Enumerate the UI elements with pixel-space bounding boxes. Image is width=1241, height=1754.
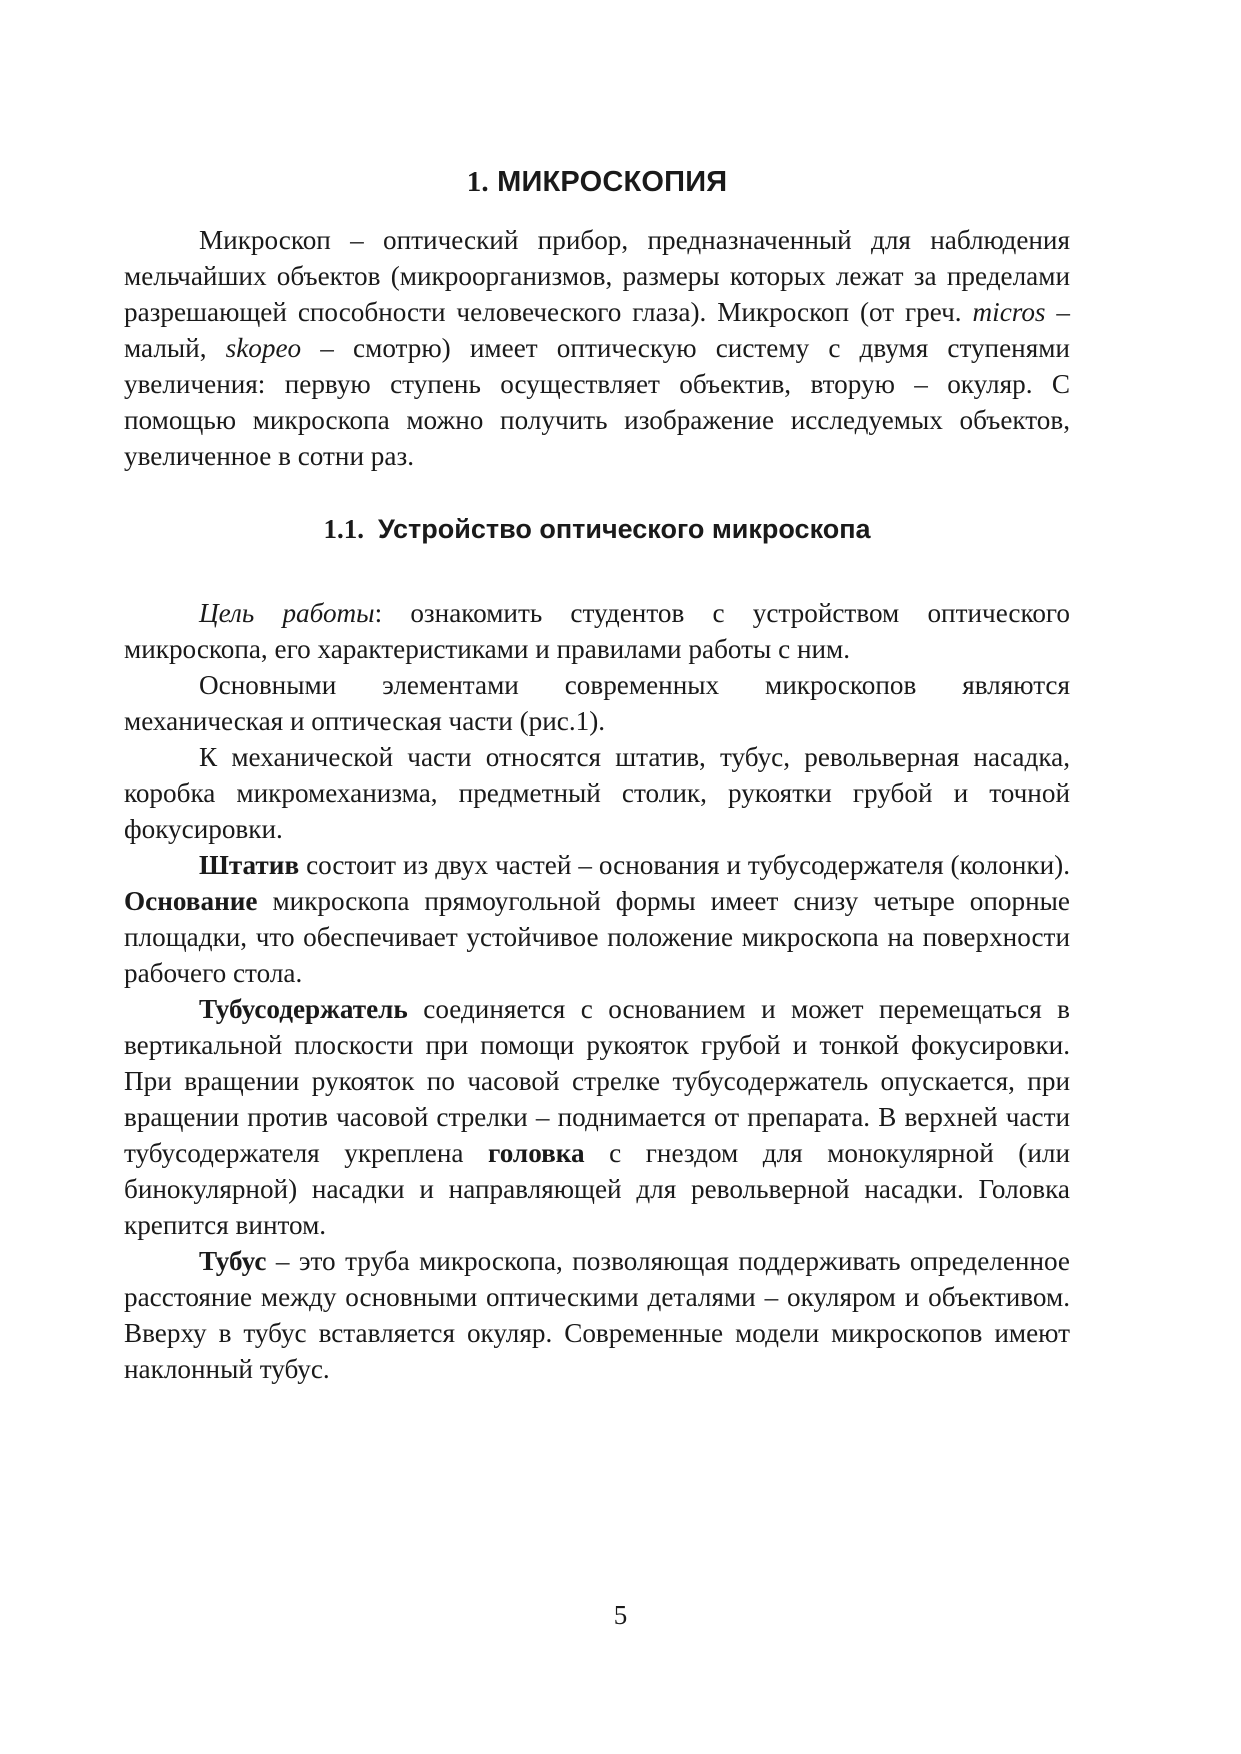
elements-paragraph: Основными элементами современных микроскопов являются механическая и оптическая части (рис.1).	[124, 670, 1070, 736]
intro-text-1: Микроскоп – оптический прибор, предназначенный для наблюдения мельчайших объектов (микроорганизмов, размеры которых лежат за пределами разрешающей способности человеческого глаза). Микроскоп (от греч.	[124, 225, 1070, 327]
goal-label: Цель работы	[199, 598, 375, 628]
goal-paragraph	[124, 595, 1070, 667]
stand-text-2: микроскопа прямоугольной формы имеет снизу четыре опорные площадки, что обеспечивает устойчивое положение микроскопа на поверхности рабочего стола.	[124, 886, 1070, 988]
term-base: Основание	[124, 886, 258, 916]
holder-paragraph	[124, 991, 1070, 1243]
tube-text: – это труба микроскопа, позволяющая поддерживать определенное расстояние между основными оптическими деталями – окуляром и объективом. Вверху в тубус вставляется окуляр. Современные модели микроскопов имеют наклонный тубус.	[124, 1246, 1070, 1384]
intro-paragraph	[124, 222, 1070, 474]
stand-paragraph	[124, 847, 1070, 991]
chapter-number: 1.	[466, 166, 489, 198]
stand-text-1: состоит из двух частей – основания и тубусодержателя (колонки).	[299, 850, 1070, 880]
mechanical-paragraph: К механической части относятся штатив, тубус, револьверная насадка, коробка микромеханизма, предметный столик, рукоятки грубой и точной фокусировки.	[124, 742, 1070, 844]
section-number: 1.1.	[323, 514, 364, 544]
section-title	[124, 509, 1070, 549]
term-head: головка	[488, 1138, 585, 1168]
section-title-text: Устройство оптического микроскопа	[377, 514, 871, 544]
intro-text-2: – малый,	[124, 297, 1071, 363]
chapter-title-text: МИКРОСКОПИЯ	[497, 166, 728, 198]
term-tube: Тубус	[199, 1246, 267, 1276]
term-stand: Штатив	[199, 850, 300, 880]
page-content	[124, 162, 1070, 1387]
greek-word-skopeo: skopeo	[225, 333, 302, 363]
intro-text-3: – смотрю) имеет оптическую систему с двумя ступенями увеличения: первую ступень осуществляет объектив, вторую – окуляр. С помощью микроскопа можно получить изображение исследуемых объектов, увеличенное в сотни раз.	[124, 333, 1070, 471]
spacer	[124, 549, 1070, 595]
goal-text: : ознакомить студентов с устройством оптического микроскопа, его характеристиками и правилами работы с ним.	[124, 598, 1070, 664]
holder-text-2: с гнездом для монокулярной (или бинокулярной) насадки и направляющей для револьверной насадки. Головка крепится винтом.	[124, 1138, 1070, 1240]
holder-text-1: соединяется с основанием и может перемещаться в вертикальной плоскости при помощи рукояток грубой и тонкой фокусировки. При вращении рукояток по часовой стрелке тубусодержатель опускается, при вращении против часовой стрелки – поднимается от препарата. В верхней части тубусодержателя укреплена	[124, 994, 1070, 1168]
spacer	[124, 202, 1070, 222]
greek-word-micros: micros	[972, 297, 1046, 327]
tube-paragraph	[124, 1243, 1070, 1387]
spacer	[124, 474, 1070, 509]
page-number: 5	[613, 1600, 628, 1630]
chapter-title	[124, 162, 1070, 202]
term-tube-holder: Тубусодержатель	[199, 994, 408, 1024]
